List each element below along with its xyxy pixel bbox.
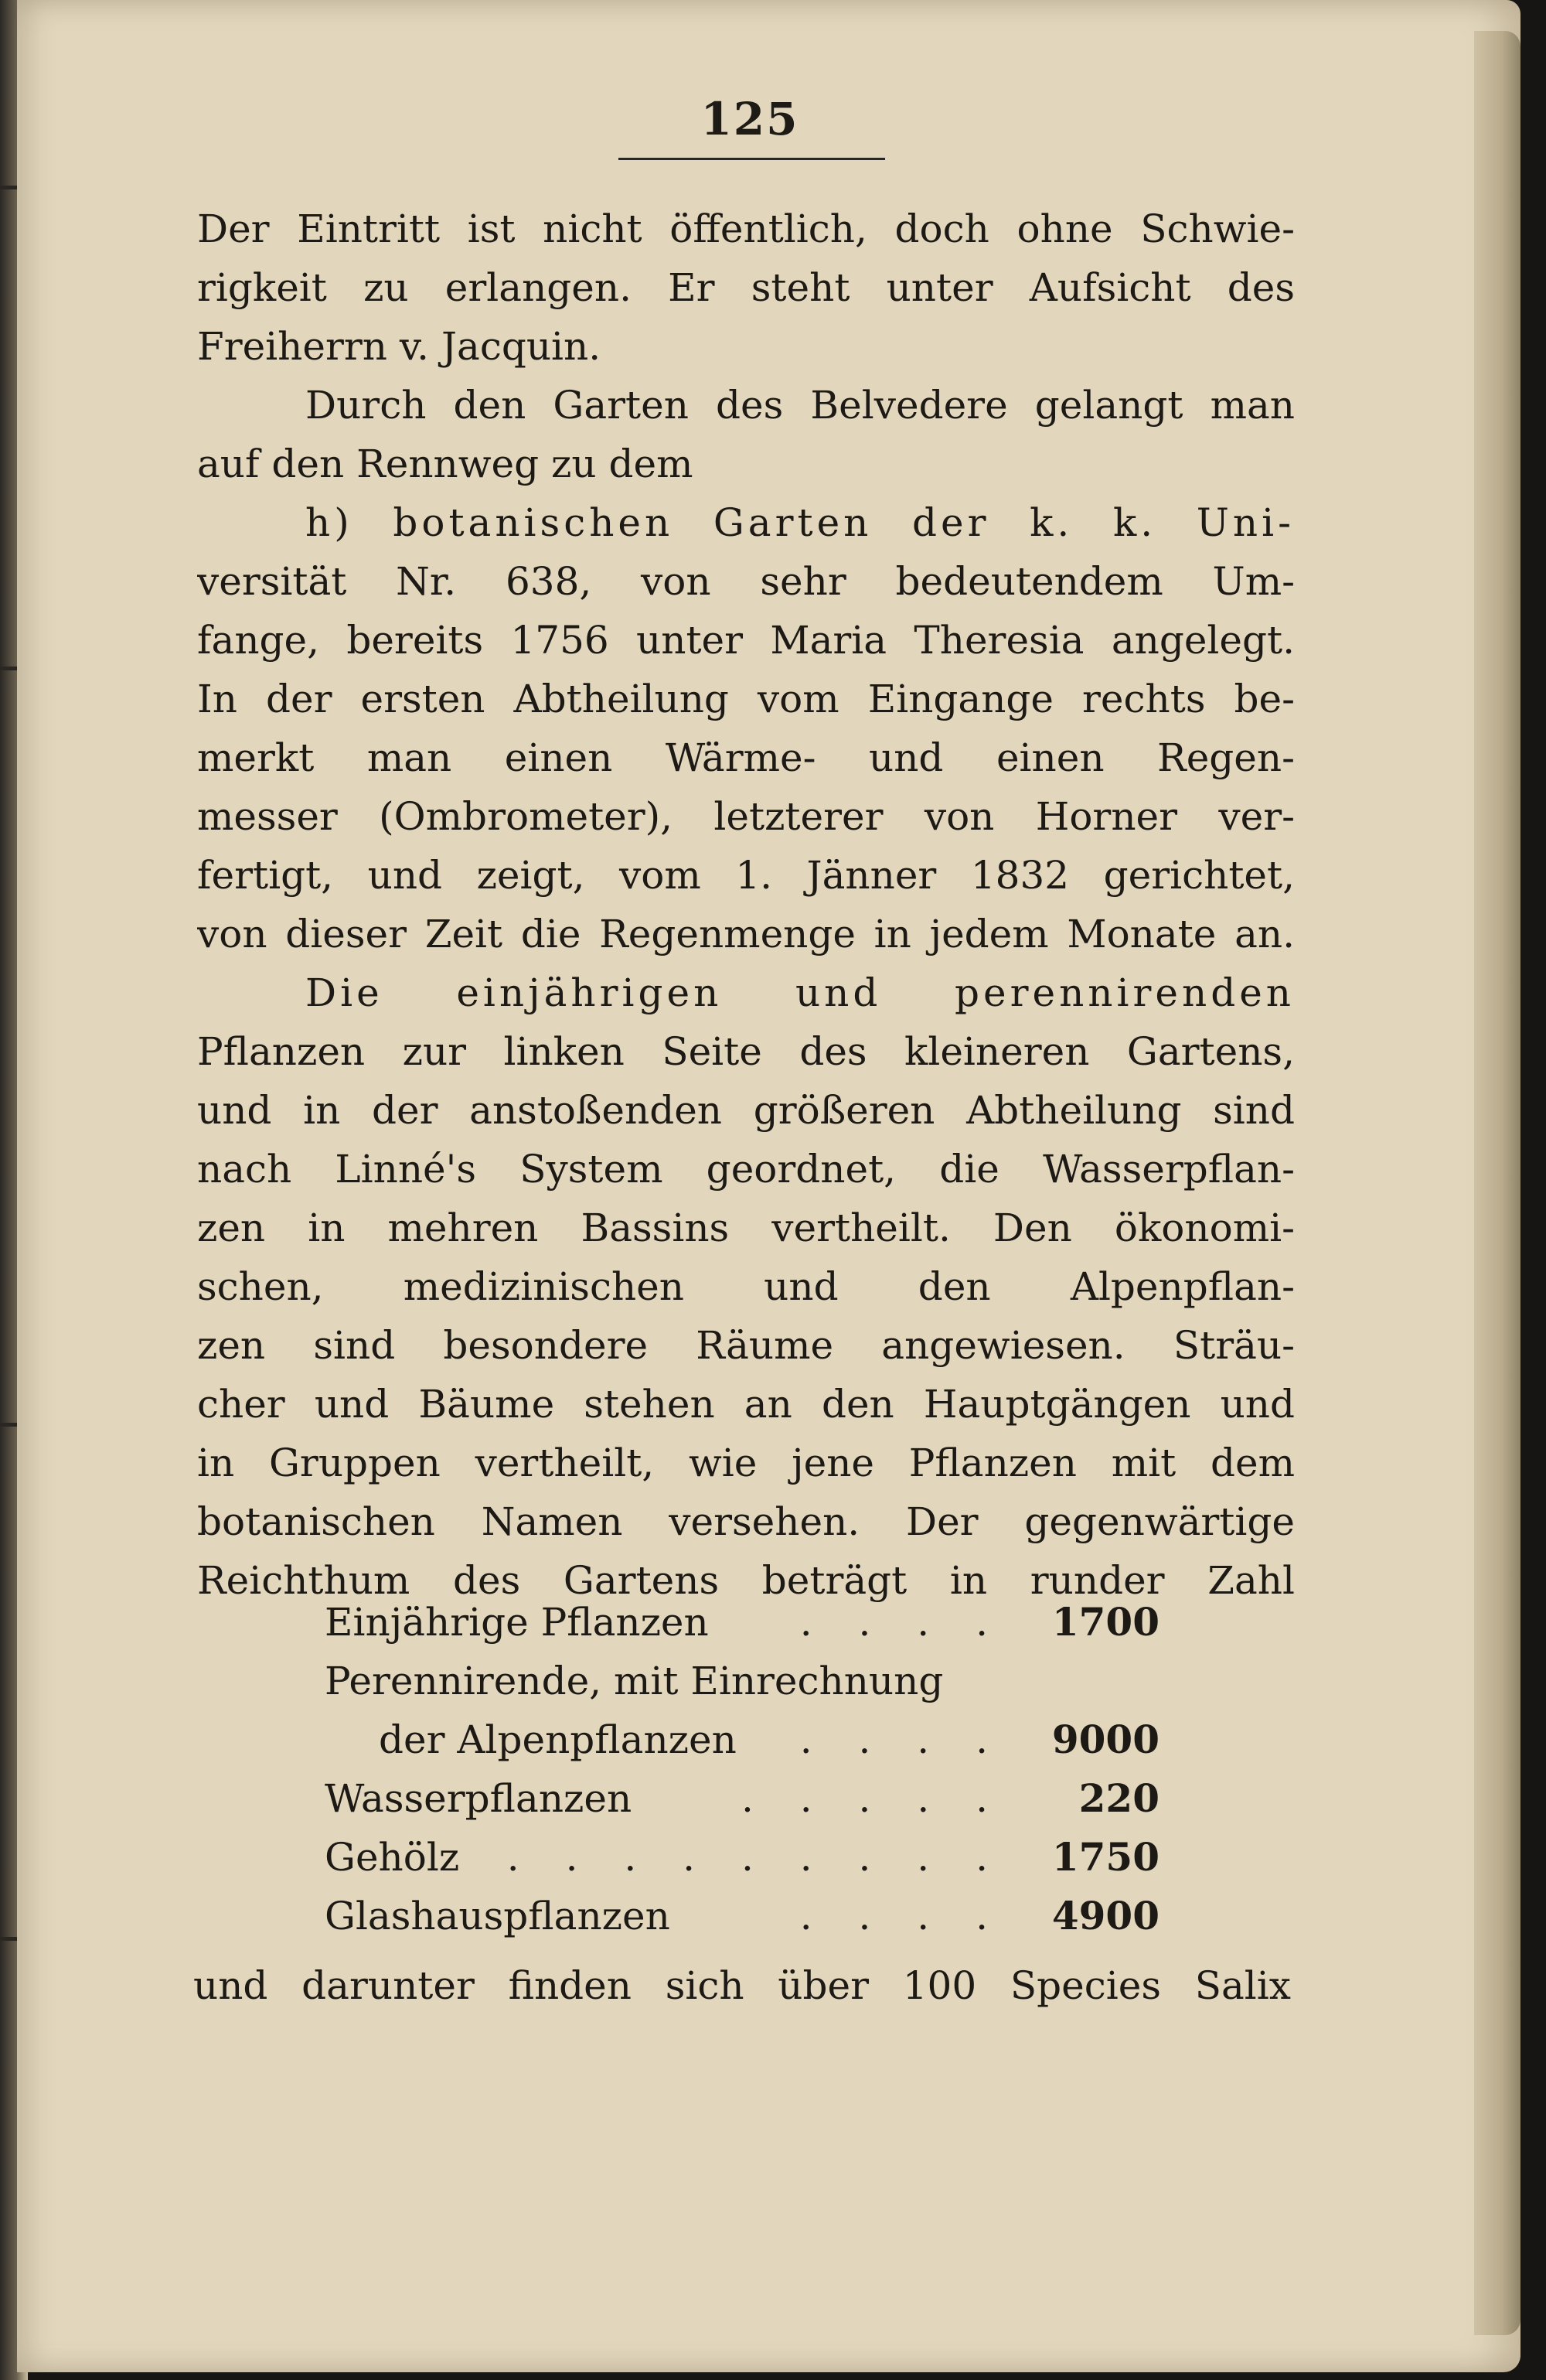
page-number: 125	[700, 93, 799, 145]
header-rule	[618, 158, 885, 160]
tally-row	[325, 1593, 1160, 1652]
text-line: In der ersten Abtheilung vom Eingange rechts be-	[197, 677, 1295, 721]
tally-row	[325, 1652, 1160, 1710]
text-line: rigkeit zu erlangen. Er steht unter Aufsicht des	[197, 265, 1295, 310]
text-line: und darunter finden sich über 100 Species Salix	[193, 1963, 1291, 2008]
tally-label: Gehölz	[325, 1835, 460, 1880]
tally-row	[325, 1710, 1160, 1769]
tally-label: der Alpenpflanzen	[379, 1717, 737, 1762]
page-edge	[1474, 31, 1520, 2335]
tally-label: Glashauspflanzen	[325, 1894, 670, 1938]
tally-leader-dots: . . . . .	[741, 1776, 1005, 1821]
text-line: von dieser Zeit die Regenmenge in jedem Monate an.	[197, 912, 1295, 956]
tally-value: 1700	[1051, 1599, 1160, 1645]
text-line: fange, bereits 1756 unter Maria Theresia angelegt.	[197, 618, 1295, 663]
text-line: zen in mehren Bassins vertheilt. Den ökonomi-	[197, 1205, 1295, 1250]
tally-leader-dots: . . . .	[799, 1600, 1005, 1645]
text-line: schen, medizinischen und den Alpenpflan-	[197, 1264, 1295, 1309]
text-line: zen sind besondere Räume angewiesen. Sträu-	[197, 1323, 1295, 1368]
section-heading-line: h) botanischen Garten der k. k. Uni-	[305, 500, 1295, 545]
body-text	[197, 199, 1295, 1610]
text-line: Freiherrn v. Jacquin.	[197, 324, 601, 369]
text-line: cher und Bäume stehen an den Hauptgängen und	[197, 1382, 1295, 1427]
closing-text	[193, 1956, 1291, 2015]
tally-value: 1750	[1051, 1834, 1160, 1880]
tally-leader-dots: . . . .	[799, 1894, 1005, 1938]
tally-label: Einjährige Pflanzen	[325, 1600, 709, 1645]
text-line: und in der anstoßenden größeren Abtheilung sind	[197, 1088, 1295, 1133]
text-line: auf den Rennweg zu dem	[197, 442, 693, 486]
text-line: Die einjährigen und perennirenden	[305, 970, 1295, 1015]
text-line: nach Linné's System geordnet, die Wasserpflan-	[197, 1147, 1295, 1192]
text-line: Pflanzen zur linken Seite des kleineren Gartens,	[197, 1029, 1295, 1074]
tally-label: Perennirende, mit Einrechnung	[325, 1659, 944, 1703]
tally-row	[325, 1769, 1160, 1828]
tally-value: 220	[1078, 1775, 1160, 1821]
text-line: in Gruppen vertheilt, wie jene Pflanzen mit dem	[197, 1441, 1295, 1485]
text-line: Der Eintritt ist nicht öffentlich, doch ohne Schwie-	[197, 206, 1295, 251]
text-line: Durch den Garten des Belvedere gelangt man	[305, 383, 1295, 428]
text-line: fertigt, und zeigt, vom 1. Jänner 1832 gerichtet,	[197, 853, 1295, 898]
tally-row	[325, 1828, 1160, 1887]
text-line: versität Nr. 638, von sehr bedeutendem Um-	[197, 559, 1295, 604]
text-line: Reichthum des Gartens beträgt in runder Zahl	[197, 1558, 1295, 1603]
plant-tally-table	[325, 1593, 1160, 1945]
tally-row	[325, 1887, 1160, 1945]
text-line: merkt man einen Wärme- und einen Regen-	[197, 735, 1295, 780]
tally-label: Wasserpflanzen	[325, 1776, 632, 1821]
tally-value: 4900	[1051, 1893, 1160, 1938]
text-line: messer (Ombrometer), letzterer von Horner ver-	[197, 794, 1295, 839]
text-line: botanischen Namen versehen. Der gegenwärtige	[197, 1499, 1295, 1544]
tally-leader-dots: . . . .	[799, 1717, 1005, 1762]
tally-value: 9000	[1051, 1717, 1160, 1762]
tally-leader-dots: . . . . . . . . .	[506, 1835, 1005, 1880]
